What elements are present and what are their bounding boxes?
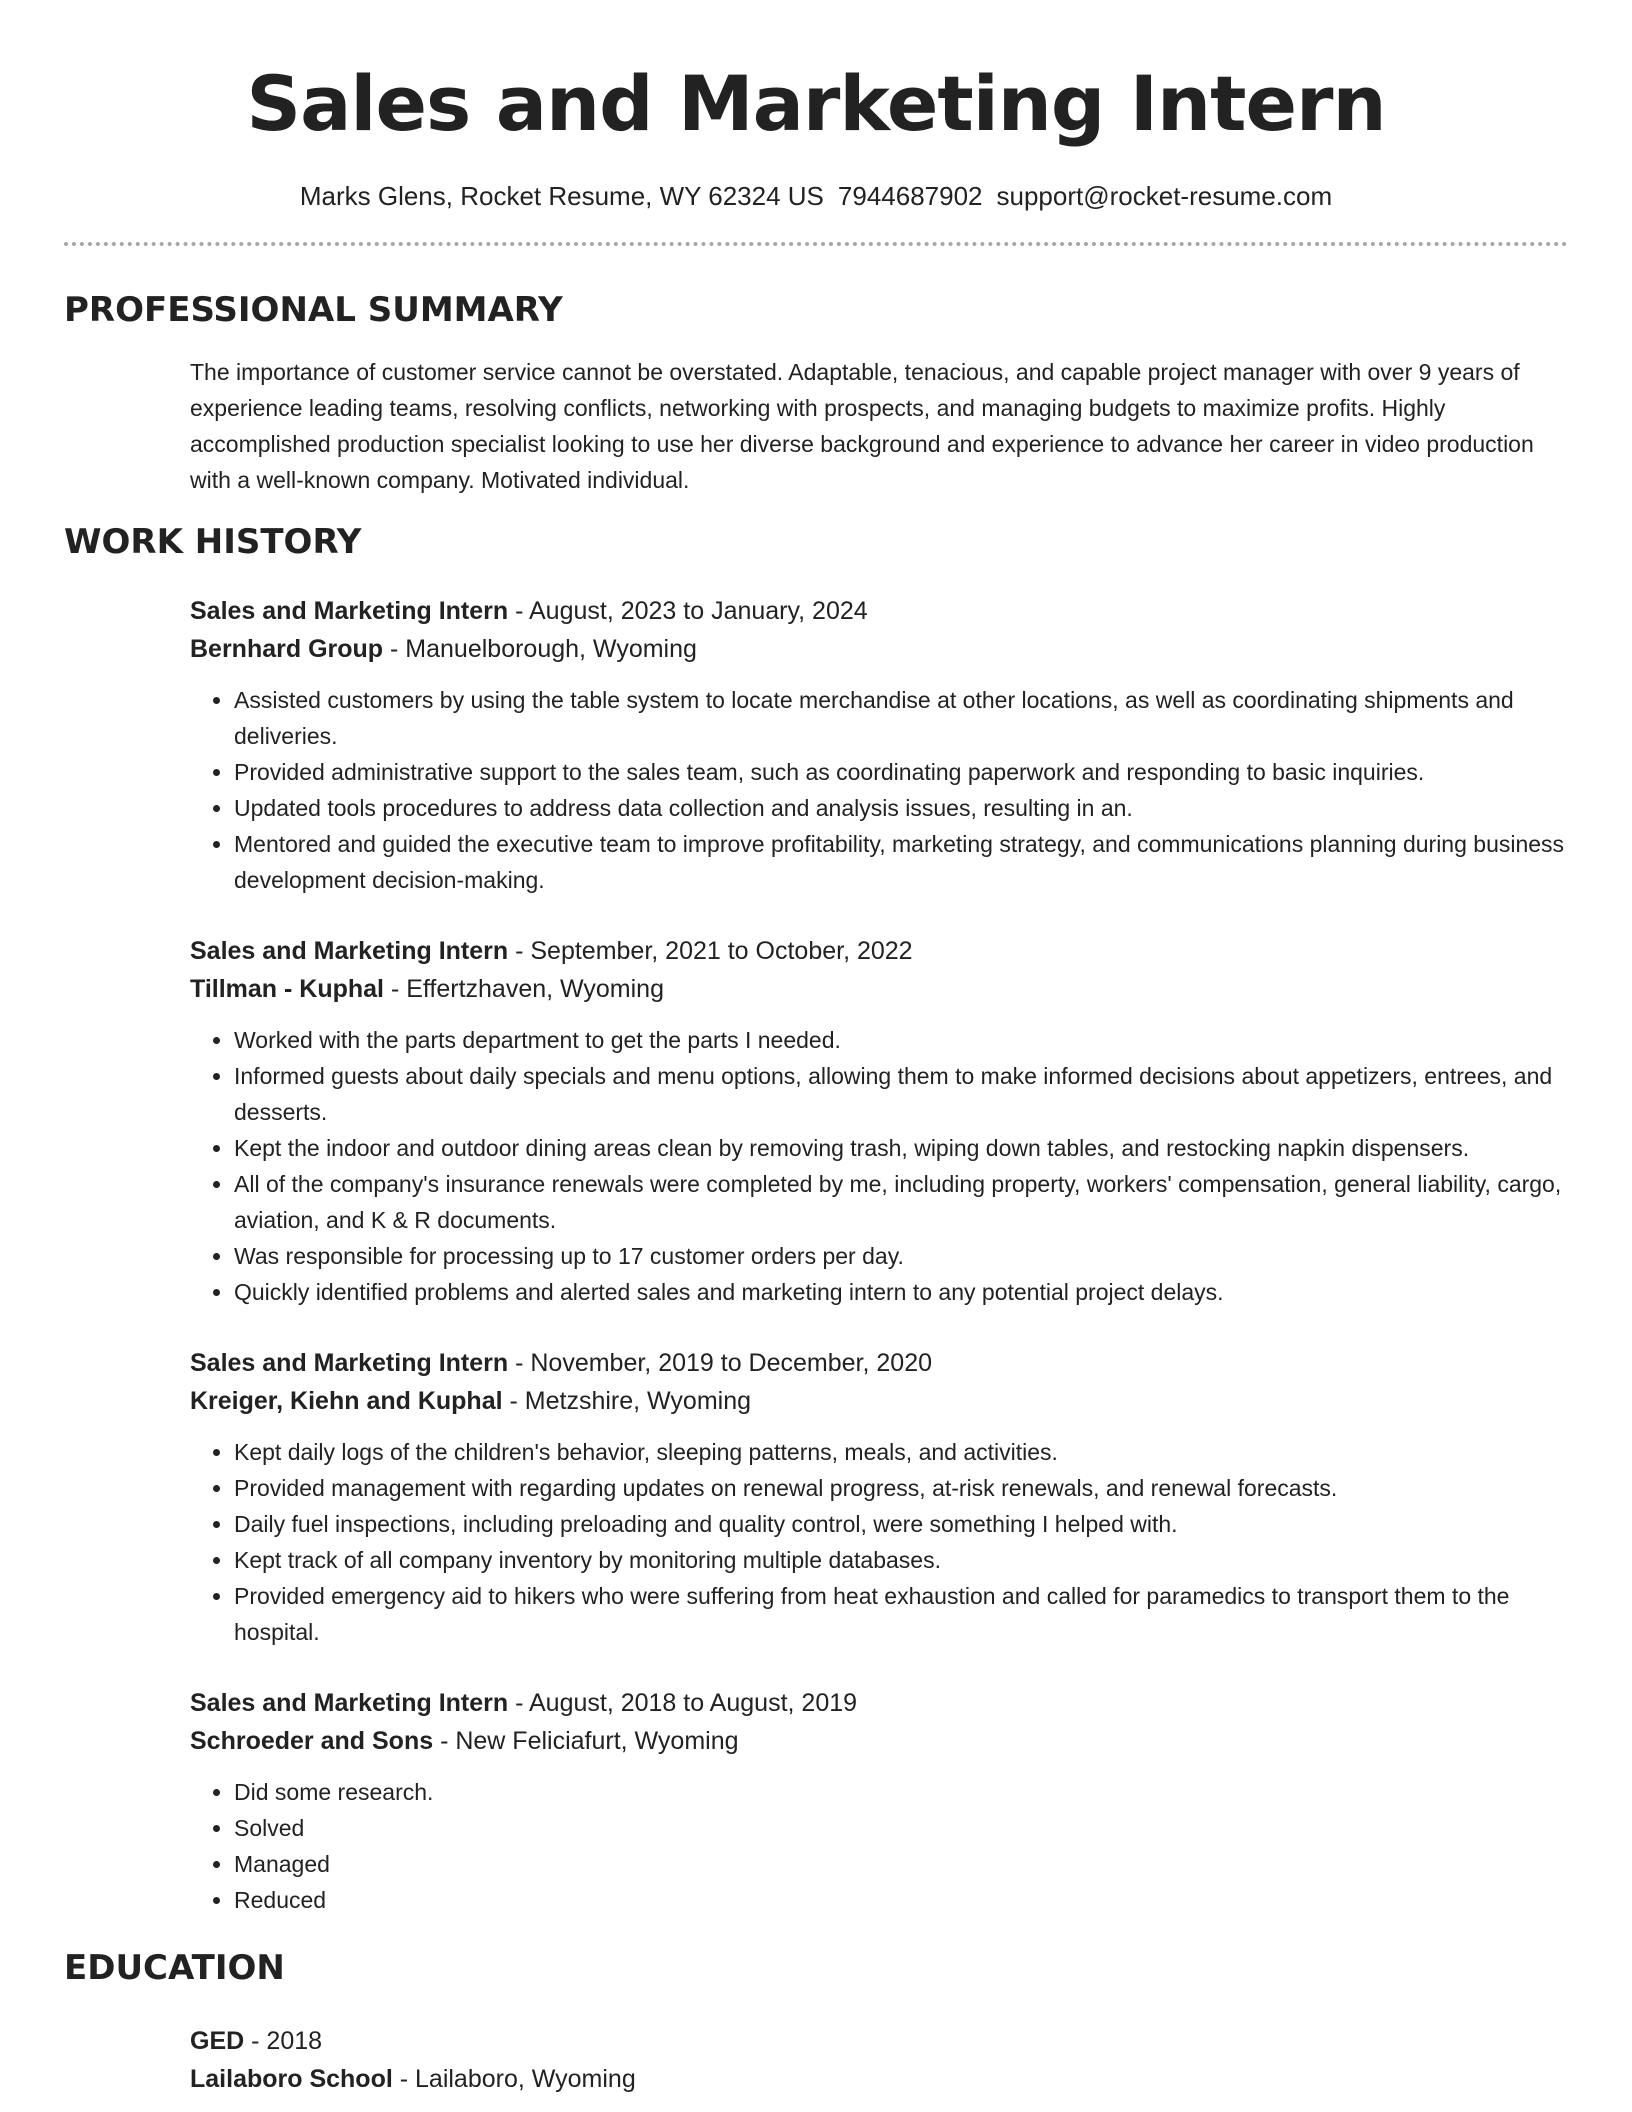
resume-name: Sales and Marketing Intern — [246, 59, 1386, 148]
summary-text: The importance of customer service cannot be overstated. Adaptable, tenacious, and capable project manager with over 9 years of experience leading teams, resolving conflicts, networking with prospects, and managing budgets to maximize profits. Highly accomplished production specialist looking to use her diverse background and experience to advance her career in video production with a well-known company. Motivated individual. — [190, 359, 1534, 493]
job-entry — [190, 592, 1568, 898]
job-dates: - September, 2021 to October, 2022 — [515, 937, 913, 965]
job-bullet: • Kept daily logs of the children's behavior, sleeping patterns, meals, and activities. — [234, 1434, 1574, 1470]
contact-address: Marks Glens, Rocket Resume, WY 62324 US — [299, 181, 824, 211]
job-bullet: • Mentored and guided the executive team to improve profitability, marketing strategy, and communications planning during business development decision-making. — [234, 826, 1574, 898]
contact-phone: 7944687902 — [837, 181, 983, 211]
summary-heading: PROFESSIONAL SUMMARY — [64, 290, 563, 330]
job-bullet: • All of the company's insurance renewals were completed by me, including property, workers' compensation, general liability, cargo, aviation, and K & R documents. — [234, 1166, 1574, 1238]
job-location: - Effertzhaven, Wyoming — [390, 975, 664, 1003]
job-bullet: • Assisted customers by using the table system to locate merchandise at other locations, as well as coordinating shipments and deliveries. — [234, 682, 1574, 754]
job-bullet: • Managed — [234, 1846, 1574, 1882]
job-dates: - November, 2019 to December, 2020 — [515, 1349, 933, 1377]
job-role: Sales and Marketing Intern — [190, 1349, 509, 1377]
job-dates: - August, 2023 to January, 2024 — [515, 597, 868, 625]
job-entry — [190, 1344, 1568, 1650]
job-entry — [190, 932, 1568, 1310]
contact-email: support@rocket-resume.com — [996, 181, 1333, 211]
job-bullets — [190, 1434, 1574, 1650]
job-company-line — [190, 1722, 1568, 1760]
job-company-line — [190, 970, 1568, 1008]
job-bullet: • Kept the indoor and outdoor dining areas clean by removing trash, wiping down tables, and restocking napkin dispensers. — [234, 1130, 1574, 1166]
job-location: - Manuelborough, Wyoming — [390, 635, 697, 663]
job-bullet: • Informed guests about daily specials and menu options, allowing them to make informed decisions about appetizers, entrees, and desserts. — [234, 1058, 1574, 1130]
job-dates: - August, 2018 to August, 2019 — [515, 1689, 858, 1717]
job-role: Sales and Marketing Intern — [190, 597, 509, 625]
education-entry — [190, 2022, 1568, 2098]
education-degree: GED — [190, 2027, 245, 2055]
job-bullet: • Was responsible for processing up to 17 customer orders per day. — [234, 1238, 1574, 1274]
job-bullet: • Kept track of all company inventory by monitoring multiple databases. — [234, 1542, 1574, 1578]
job-location: - New Feliciafurt, Wyoming — [440, 1727, 739, 1755]
job-bullet: • Updated tools procedures to address data collection and analysis issues, resulting in an. — [234, 790, 1574, 826]
job-bullet: • Solved — [234, 1810, 1574, 1846]
job-bullet: • Quickly identified problems and alerted sales and marketing intern to any potential project delays. — [234, 1274, 1574, 1310]
job-role: Sales and Marketing Intern — [190, 1689, 509, 1717]
job-bullet: • Reduced — [234, 1882, 1574, 1918]
job-bullets — [190, 682, 1574, 898]
header-divider — [64, 242, 1568, 246]
job-company: Kreiger, Kiehn and Kuphal — [190, 1387, 503, 1415]
job-bullet: • Worked with the parts department to get the parts I needed. — [234, 1022, 1574, 1058]
job-bullet: • Did some research. — [234, 1774, 1574, 1810]
education-degree-line — [190, 2022, 1568, 2060]
job-company: Tillman - Kuphal — [190, 975, 384, 1003]
job-bullet: • Daily fuel inspections, including preloading and quality control, were something I helped with. — [234, 1506, 1574, 1542]
education-heading: EDUCATION — [64, 1948, 285, 1988]
job-company: Schroeder and Sons — [190, 1727, 434, 1755]
job-entry — [190, 1684, 1568, 1918]
work-history-heading: WORK HISTORY — [64, 522, 362, 562]
education-school: Lailaboro School — [190, 2065, 393, 2093]
job-role: Sales and Marketing Intern — [190, 937, 509, 965]
job-bullet: • Provided emergency aid to hikers who were suffering from heat exhaustion and called for paramedics to transport them to the hospital. — [234, 1578, 1574, 1650]
job-bullet: • Provided management with regarding updates on renewal progress, at-risk renewals, and renewal forecasts. — [234, 1470, 1574, 1506]
job-title-line — [190, 1344, 1568, 1382]
job-bullet: • Provided administrative support to the sales team, such as coordinating paperwork and responding to basic inquiries. — [234, 754, 1574, 790]
job-company: Bernhard Group — [190, 635, 384, 663]
job-title-line — [190, 932, 1568, 970]
education-year: - 2018 — [251, 2027, 323, 2055]
job-title-line — [190, 1684, 1568, 1722]
resume-page — [64, 0, 1568, 2098]
job-company-line — [190, 630, 1568, 668]
job-location: - Metzshire, Wyoming — [509, 1387, 752, 1415]
education-location: - Lailaboro, Wyoming — [399, 2065, 636, 2093]
education-school-line — [190, 2060, 1568, 2098]
job-bullets — [190, 1022, 1574, 1310]
contact-line — [64, 180, 1568, 212]
job-bullets — [190, 1774, 1574, 1918]
job-title-line — [190, 592, 1568, 630]
job-company-line — [190, 1382, 1568, 1420]
